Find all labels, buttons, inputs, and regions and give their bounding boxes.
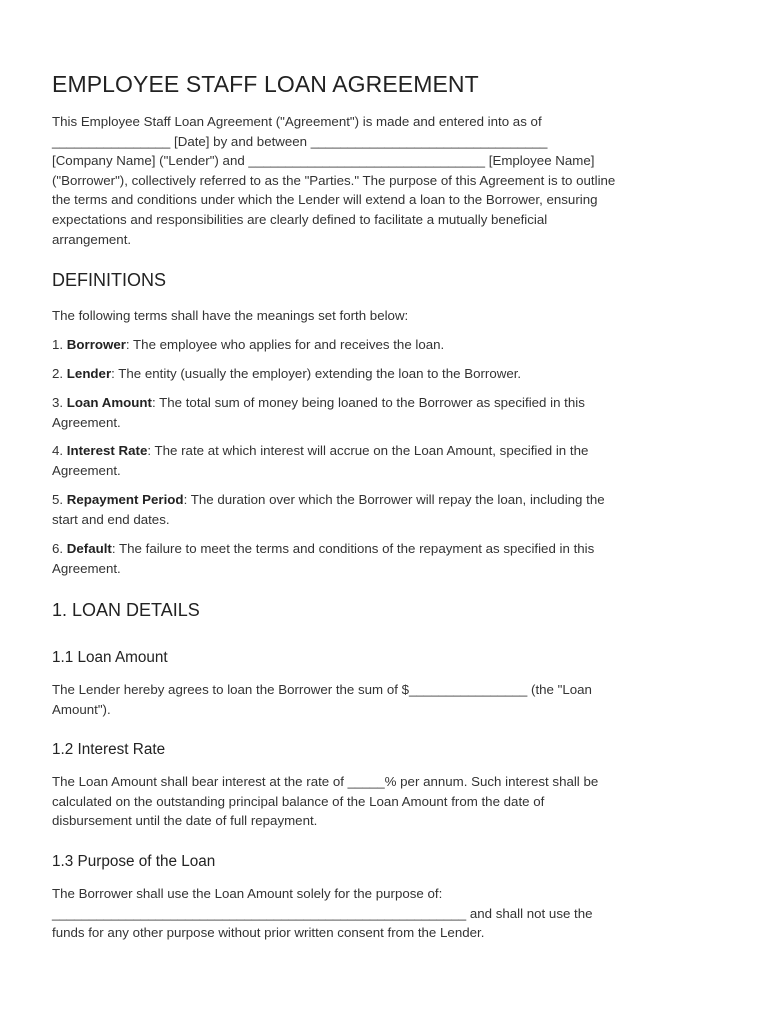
definition-text: : The failure to meet the terms and conditions of the repayment as specified in this <box>111 541 595 556</box>
definition-item <box>52 490 605 529</box>
interest-rate-paragraph <box>52 772 598 831</box>
definition-number: 2. <box>52 366 67 381</box>
intro-paragraph <box>52 112 615 249</box>
interest-rate-line: disbursement until the date of full repayment. <box>52 813 318 829</box>
definition-number: 1. <box>52 337 67 352</box>
definition-term: Default <box>66 541 112 556</box>
definition-number: 3. <box>52 395 67 410</box>
definition-text: start and end dates. <box>52 511 170 527</box>
loan-details-heading: 1. LOAN DETAILS <box>52 600 200 620</box>
definition-item <box>52 441 588 480</box>
loan-amount-line: The Lender hereby agrees to loan the Borrower the sum of $________________ (the "Loan <box>52 682 592 697</box>
definition-term: Interest Rate <box>66 443 148 458</box>
intro-line: [Company Name] ("Lender") and ________________________________ [Employee Name] <box>52 153 595 169</box>
interest-rate-line: calculated on the outstanding principal balance of the Loan Amount from the date of <box>52 793 545 809</box>
definitions-lead: The following terms shall have the meanings set forth below: <box>52 308 409 323</box>
intro-line: arrangement. <box>52 231 132 247</box>
definition-text: : The rate at which interest will accrue on the Loan Amount, specified in the <box>147 443 589 458</box>
definition-number: 4. <box>52 443 67 458</box>
definition-item <box>52 539 594 578</box>
loan-purpose-line: ________________________________________________________ and shall not use the <box>52 905 593 921</box>
intro-line: expectations and responsibilities are clearly defined to facilitate a mutually beneficial <box>52 211 548 227</box>
intro-line: ("Borrower"), collectively referred to as the "Parties." The purpose of this Agreement is to outline <box>52 172 616 188</box>
definition-text: : The employee who applies for and receives the loan. <box>125 337 445 352</box>
loan-purpose-heading: 1.3 Purpose of the Loan <box>52 853 216 870</box>
definition-item <box>52 393 585 432</box>
intro-line: the terms and conditions under which the Lender will extend a loan to the Borrower, ensuring <box>52 192 598 208</box>
loan-amount-line: Amount"). <box>52 701 111 717</box>
definition-text: : The total sum of money being loaned to the Borrower as specified in this <box>151 395 585 410</box>
definition-number: 5. <box>52 492 67 507</box>
intro-line: ________________ [Date] by and between ________________________________ <box>52 133 548 149</box>
document-title: EMPLOYEE STAFF LOAN AGREEMENT <box>52 71 479 97</box>
definition-text: Agreement. <box>52 560 121 576</box>
definition-item <box>52 335 444 355</box>
definition-term: Lender <box>66 366 112 381</box>
definition-term: Loan Amount <box>66 395 152 410</box>
loan-amount-heading: 1.1 Loan Amount <box>52 649 168 666</box>
definition-text: Agreement. <box>52 414 121 430</box>
loan-purpose-line: The Borrower shall use the Loan Amount solely for the purpose of: <box>52 886 443 901</box>
loan-amount-paragraph <box>52 680 592 719</box>
definition-term: Repayment Period <box>66 492 184 507</box>
definition-text: Agreement. <box>52 462 121 478</box>
loan-purpose-line: funds for any other purpose without prior written consent from the Lender. <box>52 925 485 941</box>
definition-term: Borrower <box>66 337 126 352</box>
definition-text: : The duration over which the Borrower will repay the loan, including the <box>183 492 605 507</box>
interest-rate-heading: 1.2 Interest Rate <box>52 741 166 758</box>
definition-number: 6. <box>52 541 67 556</box>
definition-text: : The entity (usually the employer) extending the loan to the Borrower. <box>111 366 522 381</box>
interest-rate-line: The Loan Amount shall bear interest at the rate of _____% per annum. Such interest shall be <box>52 774 599 789</box>
definitions-heading: DEFINITIONS <box>52 270 167 290</box>
definition-item <box>52 364 521 384</box>
intro-line: This Employee Staff Loan Agreement ("Agreement") is made and entered into as of <box>52 114 542 129</box>
loan-purpose-paragraph <box>52 884 593 943</box>
